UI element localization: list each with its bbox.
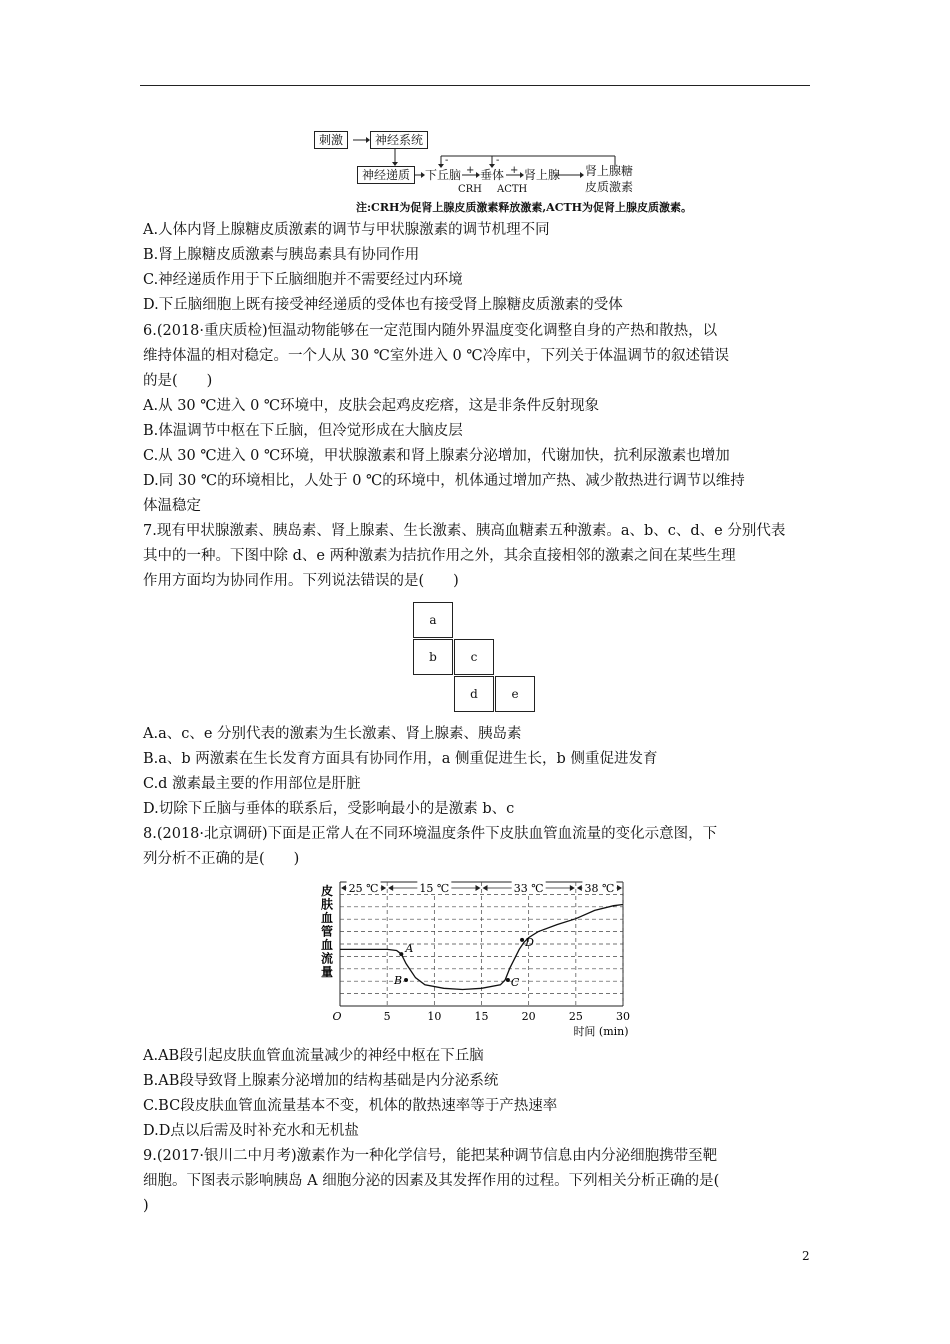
neurotransmitter-box: 神经递质	[357, 166, 415, 184]
minus-sign-2: -	[496, 155, 500, 166]
page-number: 2	[802, 1249, 810, 1263]
q9-stem-2: 细胞。下图表示影响胰岛 A 细胞分泌的因素及其发挥作用的过程。下列相关分析正确的是(	[143, 1173, 720, 1189]
q7-stem-1: 7.现有甲状腺激素、胰岛素、肾上腺素、生长激素、胰高血糖素五种激素。a、b、c、d、e 分别代表	[143, 523, 786, 539]
stimulus-box: 刺激	[314, 131, 348, 149]
band-arrow-left	[483, 885, 488, 891]
band-label: 15 ℃	[419, 882, 450, 895]
band-label: 33 ℃	[513, 882, 544, 895]
q6-stem-1: 6.(2018·重庆质检)恒温动物能够在一定范围内随外界温度变化调整自身的产热和散热，以	[143, 323, 718, 339]
pituitary-label: 垂体	[480, 168, 505, 182]
y-axis-label-char: 肤	[320, 897, 334, 912]
point-label-A: A	[405, 942, 414, 956]
x-axis-label: 时间 (min)	[573, 1025, 629, 1038]
q6-option-a: A.从 30 ℃进入 0 ℃环境中，皮肤会起鸡皮疙瘩，这是非条件反射现象	[143, 398, 600, 414]
band-arrow-right	[476, 885, 481, 891]
q7-stem-2: 其中的一种。下图中除 d、e 两种激素为拮抗作用之外，其余直接相邻的激素之间在某些生理	[143, 548, 736, 564]
y-axis-label-char: 皮	[320, 884, 334, 898]
grid-cell-b: b	[413, 639, 453, 675]
q6-stem-3: 的是( )	[143, 373, 213, 389]
y-axis-label-char: 血	[320, 938, 334, 952]
q9-stem-3: )	[143, 1198, 149, 1214]
y-axis-label-char: 量	[320, 965, 334, 979]
q7-option-a: A.a、c、e 分别代表的激素为生长激素、肾上腺素、胰岛素	[143, 726, 522, 742]
cortisol-label-1: 肾上腺糖	[585, 164, 634, 178]
q8-stem-2: 列分析不正确的是( )	[143, 851, 300, 867]
q7-option-d: D.切除下丘脑与垂体的联系后，受影响最小的是激素 b、c	[143, 801, 515, 817]
point-label-C: C	[510, 976, 520, 990]
hypothalamus-label: 下丘脑	[425, 168, 462, 182]
band-arrow-right	[617, 885, 622, 891]
y-axis-label-char: 血	[320, 911, 334, 925]
adrenal-label: 肾上腺	[524, 168, 561, 182]
x-tick-label: 5	[383, 1010, 391, 1023]
plus-sign-1: +	[466, 165, 475, 176]
q5-option-b: B.肾上腺糖皮质激素与胰岛素具有协同作用	[143, 247, 420, 263]
q8-stem-1: 8.(2018·北京调研)下面是正常人在不同环境温度条件下皮肤血管血流量的变化示意图，下	[143, 826, 718, 842]
grid-cell-d: d	[454, 676, 494, 712]
band-arrow-right	[570, 885, 575, 891]
x-tick-label: 30	[616, 1010, 630, 1023]
y-axis-label-char: 管	[320, 924, 334, 939]
grid-cell-c: c	[454, 639, 494, 675]
q6-option-b: B.体温调节中枢在下丘脑，但冷觉形成在大脑皮层	[143, 423, 463, 439]
point-label-B: B	[394, 974, 403, 988]
band-label: 38 ℃	[584, 882, 615, 895]
q8-option-a: A.AB段引起皮肤血管血流量减少的神经中枢在下丘脑	[143, 1048, 484, 1064]
band-arrow-right	[381, 885, 386, 891]
minus-sign-1: -	[445, 155, 449, 166]
acth-label: ACTH	[497, 184, 528, 195]
grid-cell-e: e	[495, 676, 535, 712]
q7-stem-3: 作用方面均为协同作用。下列说法错误的是( )	[143, 573, 459, 589]
crh-label: CRH	[458, 184, 482, 195]
point-D	[520, 938, 524, 942]
q6-option-d-cont: 体温稳定	[143, 498, 201, 514]
q8-option-d: D.D点以后需及时补充水和无机盐	[143, 1123, 359, 1139]
x-tick-label: 10	[427, 1010, 442, 1023]
q6-option-c: C.从 30 ℃进入 0 ℃环境，甲状腺激素和肾上腺素分泌增加，代谢加快，抗利尿激素也增加	[143, 448, 730, 464]
q9-stem-1: 9.(2017·银川二中月考)激素作为一种化学信号，能把某种调节信息由内分泌细胞携带至靶	[143, 1148, 718, 1164]
q5-option-a: A.人体内肾上腺糖皮质激素的调节与甲状腺激素的调节机理不同	[143, 222, 550, 238]
blood-flow-chart	[315, 870, 645, 1038]
diagram1-note: 注:CRH为促肾上腺皮质激素释放激素,ACTH为促肾上腺皮质激素。	[356, 201, 693, 214]
x-tick-label: 15	[474, 1010, 489, 1023]
q5-option-d: D.下丘脑细胞上既有接受神经递质的受体也有接受肾上腺糖皮质激素的受体	[143, 297, 623, 313]
x-tick-label: 25	[568, 1010, 583, 1023]
point-A	[399, 952, 403, 956]
band-arrow-left	[341, 885, 346, 891]
q5-option-c: C.神经递质作用于下丘脑细胞并不需要经过内环境	[143, 272, 463, 288]
cortisol-label-2: 皮质激素	[585, 180, 634, 194]
y-axis-label-char: 流	[320, 951, 334, 966]
plus-sign-2: +	[510, 165, 519, 176]
band-label: 25 ℃	[348, 882, 379, 895]
x-tick-label: 20	[521, 1010, 536, 1023]
q7-option-b: B.a、b 两激素在生长发育方面具有协同作用，a 侧重促进生长，b 侧重促进发育	[143, 751, 658, 767]
q6-stem-2: 维持体温的相对稳定。一个人从 30 ℃室外进入 0 ℃冷库中，下列关于体温调节的叙述错误	[143, 348, 730, 364]
grid-cell-a: a	[413, 602, 453, 638]
origin-label: O	[332, 1010, 342, 1023]
q7-option-c: C.d 激素最主要的作用部位是肝脏	[143, 776, 361, 792]
point-B	[404, 978, 408, 982]
nervous-system-box: 神经系统	[370, 131, 428, 149]
q8-option-c: C.BC段皮肤血管血流量基本不变，机体的散热速率等于产热速率	[143, 1098, 558, 1114]
point-C	[506, 978, 510, 982]
q8-option-b: B.AB段导致肾上腺素分泌增加的结构基础是内分泌系统	[143, 1073, 499, 1089]
band-arrow-left	[388, 885, 393, 891]
band-arrow-left	[577, 885, 582, 891]
point-label-D: D	[525, 935, 534, 949]
q6-option-d: D.同 30 ℃的环境相比，人处于 0 ℃的环境中，机体通过增加产热、减少散热进行调节以维持	[143, 473, 745, 489]
